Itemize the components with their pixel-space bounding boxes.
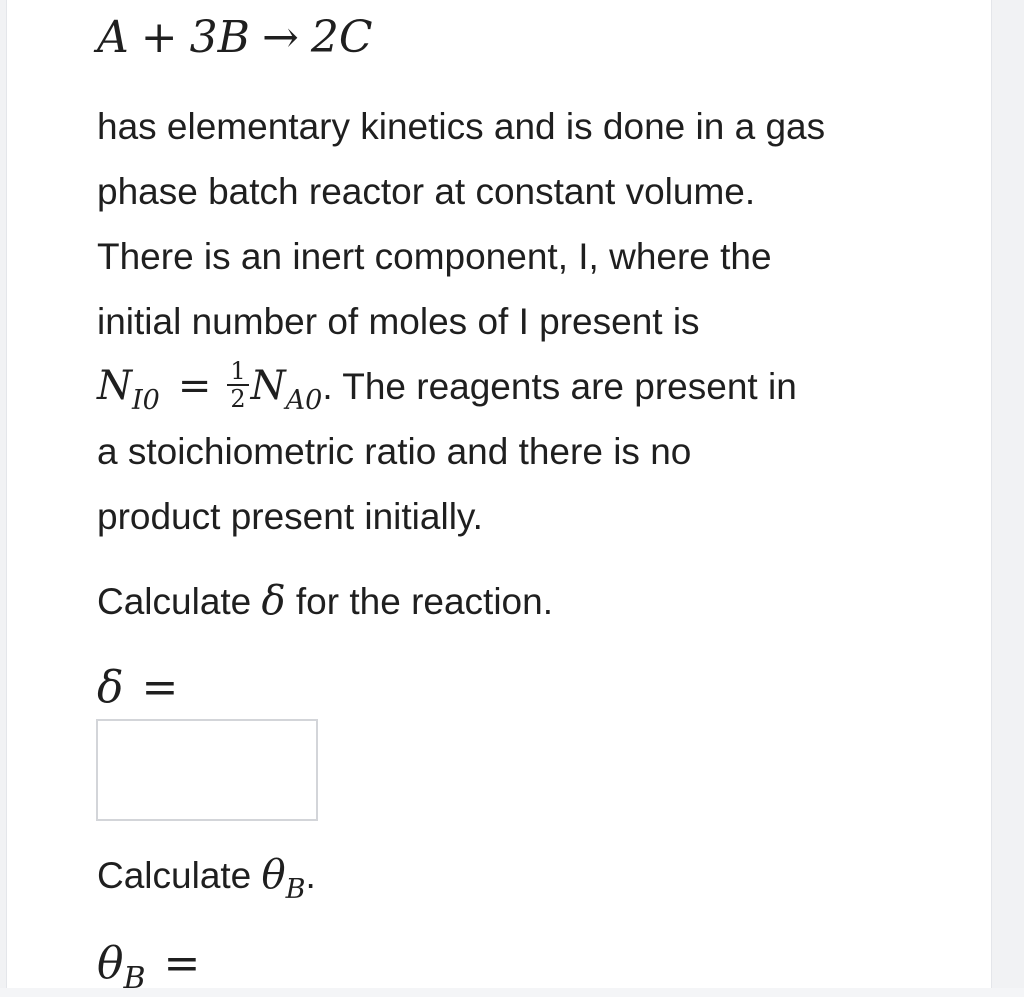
initial-moles-formula xyxy=(97,357,323,416)
delta-answer-input[interactable] xyxy=(96,719,318,821)
fraction-denominator: 2 xyxy=(230,385,246,413)
delta-answer-equals: = xyxy=(141,662,179,713)
description-line-6: a stoichiometric ratio and there is no xyxy=(97,431,692,472)
reactant-b: 3B xyxy=(189,12,250,63)
description-line-1: has elementary kinetics and is done in a gas xyxy=(97,106,826,147)
n-symbol-a: N xyxy=(250,363,286,409)
fraction-numerator: 1 xyxy=(227,358,248,386)
theta-subscript-b: B xyxy=(285,874,306,905)
reaction-arrow: → xyxy=(261,12,299,63)
subscript-a0: A0 xyxy=(285,385,323,416)
delta-answer-label xyxy=(97,660,178,716)
description-line-5-text: . The reagents are present in xyxy=(322,366,797,407)
reactant-a: A xyxy=(97,12,129,63)
theta-answer-symbol: θ xyxy=(97,938,124,989)
one-half-fraction xyxy=(227,358,248,412)
question-delta-prefix: Calculate xyxy=(97,581,262,622)
subscript-i0: I0 xyxy=(132,385,160,416)
question-card xyxy=(6,0,992,996)
n-symbol-inert: N xyxy=(97,363,132,409)
theta-symbol xyxy=(261,852,306,905)
question-theta-prefix: Calculate xyxy=(97,855,262,896)
delta-symbol: δ xyxy=(261,578,286,624)
question-delta-prompt xyxy=(97,576,553,627)
description-line-2: phase batch reactor at constant volume. xyxy=(97,171,756,212)
description-line-5 xyxy=(97,354,957,419)
description-line-3: There is an inert component, I, where the xyxy=(97,236,772,277)
question-theta-suffix: . xyxy=(305,855,316,896)
equals-sign: = xyxy=(177,363,212,409)
delta-answer-symbol: δ xyxy=(97,662,124,713)
description-line-7: product present initially. xyxy=(97,496,483,537)
description-line-4: initial number of moles of I present is xyxy=(97,301,700,342)
problem-description xyxy=(97,94,957,549)
question-theta-prompt xyxy=(97,850,316,905)
reaction-equation xyxy=(97,8,373,68)
theta-answer-equals: = xyxy=(163,938,201,989)
plus-sign: + xyxy=(140,12,178,63)
theta-symbol-letter: θ xyxy=(261,852,286,898)
theta-answer-subscript: B xyxy=(123,961,146,996)
product-c: 2C xyxy=(310,12,373,63)
question-delta-suffix: for the reaction. xyxy=(285,581,553,622)
